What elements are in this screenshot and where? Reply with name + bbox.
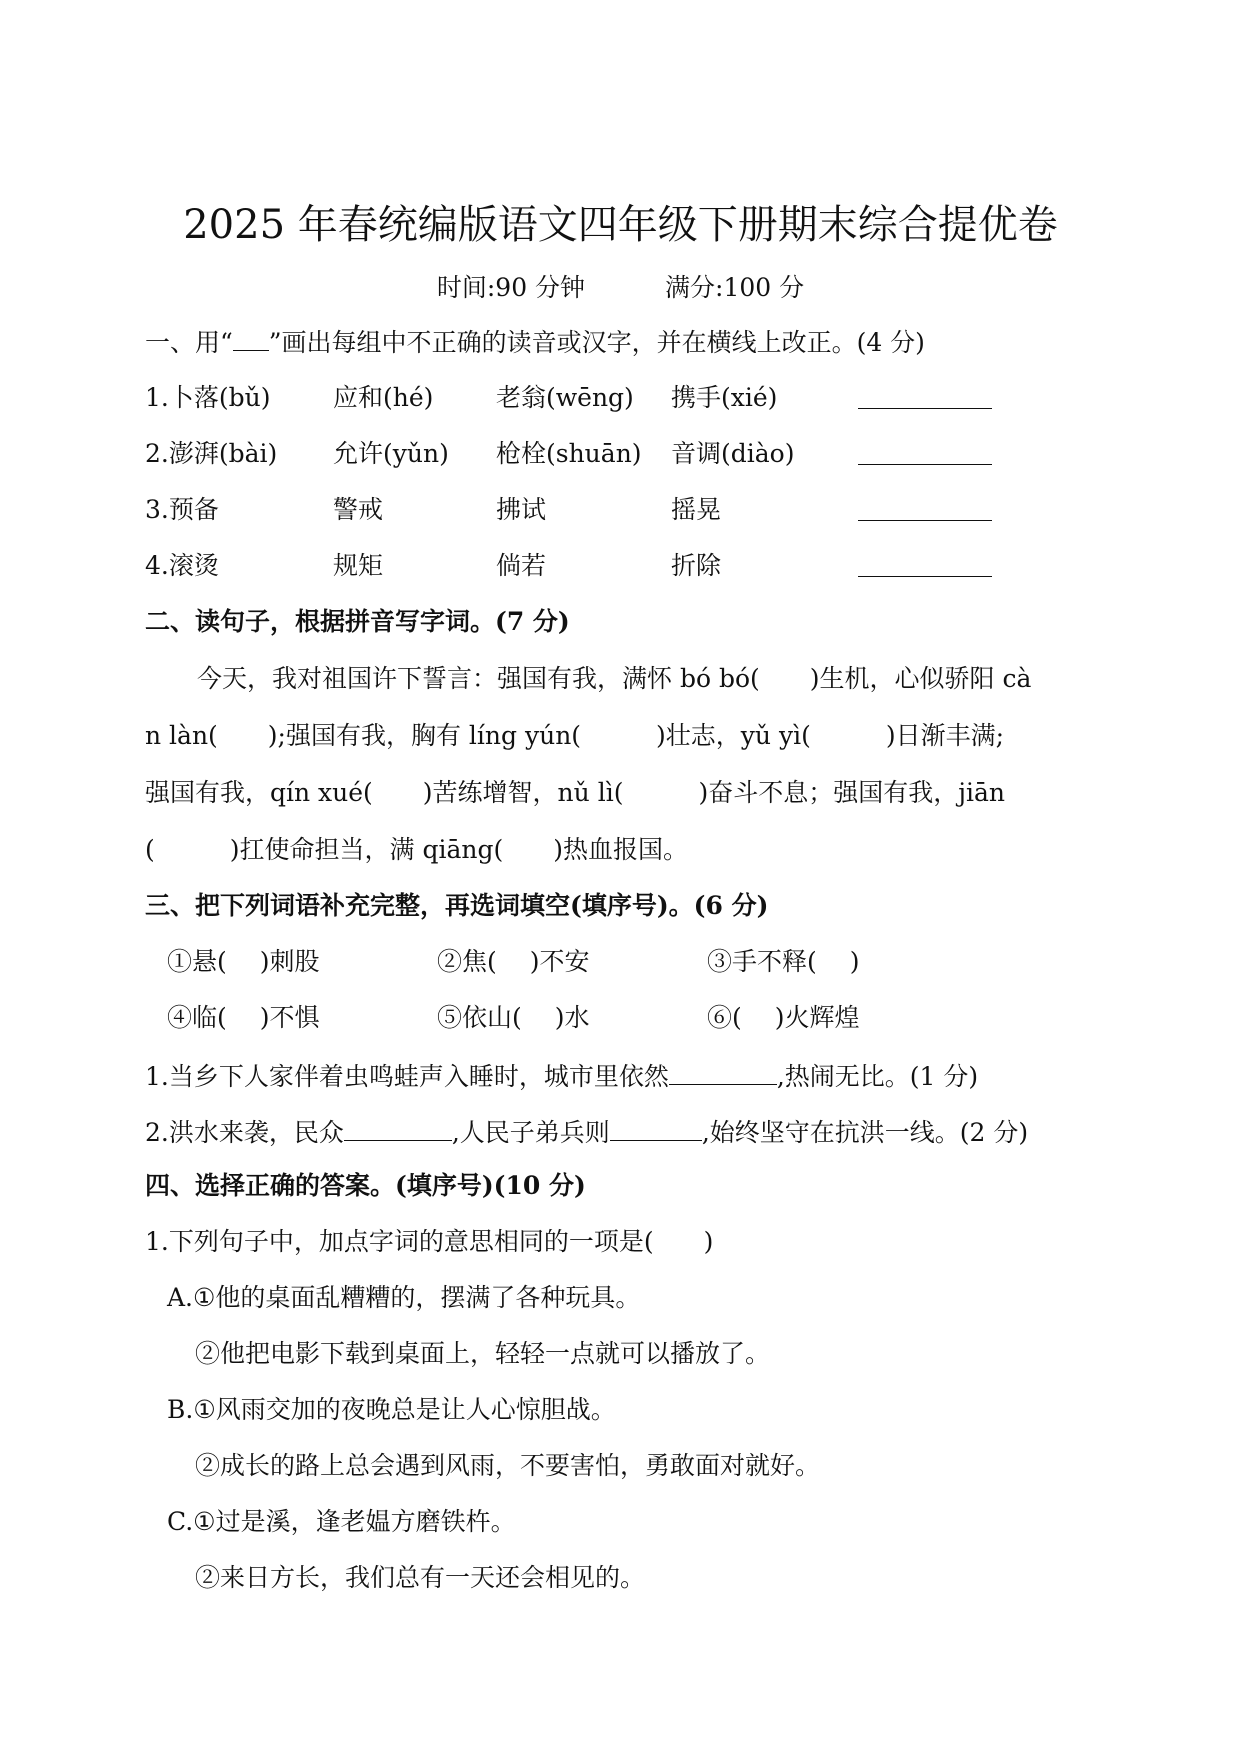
s3-question-2: 2.洪水来袭，民众 ,人民子弟兵则 ,始终坚守在抗洪一线。(2 分) [145, 1114, 1028, 1149]
s2-paragraph-line: 今天，我对祖国许下誓言：强国有我，满怀 bó bó( )生机，心似骄阳 cà [197, 664, 1032, 693]
s1-item: 2.澎湃(bài) [145, 439, 278, 468]
s4-question-1: 1.下列句子中，加点字词的意思相同的一项是( ) [145, 1227, 714, 1256]
option-b-2: ②成长的路上总会遇到风雨，不要害怕，勇敢面对就好。 [195, 1451, 821, 1480]
section-1-heading: 一、用“ ”画出每组中不正确的读音或汉字，并在横线上改正。(4 分) [145, 324, 925, 359]
s1-item: 允许(yǔn) [333, 439, 449, 468]
option-c-1: C.①过是溪，逢老媪方磨铁杵。 [167, 1507, 516, 1536]
option-c-2: ②来日方长，我们总有一天还会相见的。 [195, 1563, 646, 1592]
s1-item: 3.预备 [145, 495, 219, 524]
s1-item: 携手(xié) [671, 383, 778, 412]
s2-paragraph-line: 强国有我，qín xué( )苦练增智，nǔ lì( )奋斗不息；强国有我，jiān [145, 778, 1005, 807]
exam-info [0, 272, 1241, 304]
s1-item: 摇晃 [671, 495, 722, 524]
idiom-item: ⑥( )火辉煌 [707, 1003, 860, 1032]
s1-item: 警戒 [333, 495, 384, 524]
idiom-item: ④临( )不惧 [167, 1003, 320, 1032]
s1-item: 1.卜落(bǔ) [145, 383, 271, 412]
s1-item: 音调(diào) [671, 439, 795, 468]
s1-item: 折除 [671, 551, 722, 580]
s2-paragraph-line: n làn( );强国有我，胸有 líng yún( )壮志，yǔ yì( )日渐丰满; [145, 721, 1005, 750]
s2-paragraph-line: ( )扛使命担当，满 qiāng( )热血报国。 [145, 835, 688, 864]
exam-time: 时间:90 分钟 [436, 273, 586, 302]
idiom-item: ⑤依山( )水 [437, 1003, 590, 1032]
s3-question-1: 1.当乡下人家伴着虫鸣蛙声入睡时，城市里依然 ,热闹无比。(1 分) [145, 1058, 978, 1093]
s1-item: 老翁(wēng) [496, 383, 634, 412]
option-a-2: ②他把电影下载到桌面上，轻轻一点就可以播放了。 [195, 1339, 771, 1368]
answer-line[interactable] [858, 382, 992, 409]
s1-item: 应和(hé) [333, 383, 434, 412]
s1-item: 枪栓(shuān) [496, 439, 642, 468]
answer-line[interactable] [858, 494, 992, 521]
s1-item: 拂试 [496, 495, 547, 524]
section-4-heading: 四、选择正确的答案。(填序号)(10 分) [145, 1171, 586, 1200]
option-a-1: A.①他的桌面乱糟糟的，摆满了各种玩具。 [167, 1283, 641, 1312]
fill-blank[interactable] [669, 1058, 777, 1085]
idiom-item: ①悬( )刺股 [167, 947, 320, 976]
fill-blank[interactable] [610, 1114, 702, 1141]
idiom-item: ③手不释( ) [707, 947, 860, 976]
answer-line[interactable] [858, 438, 992, 465]
option-b-1: B.①风雨交加的夜晚总是让人心惊胆战。 [167, 1395, 616, 1424]
fill-blank[interactable] [344, 1114, 452, 1141]
underline-sample [233, 324, 269, 351]
s1-item: 4.滚烫 [145, 551, 219, 580]
section-3-heading: 三、把下列词语补充完整，再选词填空(填序号)。(6 分) [145, 891, 769, 920]
exam-score: 满分:100 分 [665, 273, 805, 302]
page-title: 2025 年春统编版语文四年级下册期末综合提优卷 [183, 202, 1058, 248]
idiom-item: ②焦( )不安 [437, 947, 590, 976]
s1-item: 规矩 [333, 551, 384, 580]
s1-item: 倘若 [496, 551, 547, 580]
section-2-heading: 二、读句子，根据拼音写字词。(7 分) [145, 607, 570, 636]
answer-line[interactable] [858, 550, 992, 577]
